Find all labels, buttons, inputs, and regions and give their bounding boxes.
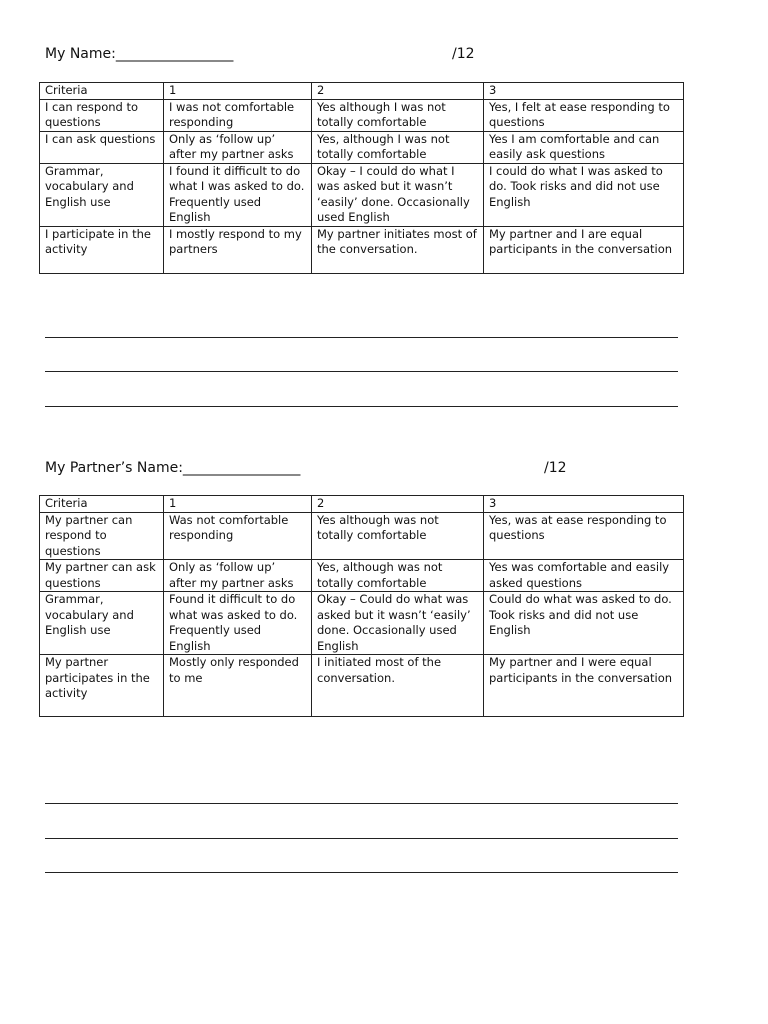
criteria-cell: I can ask questions — [40, 131, 164, 163]
table-row — [40, 226, 684, 273]
header-cell: 3 — [484, 496, 684, 513]
score-3-cell: Yes, I felt at ease responding to questions — [484, 99, 684, 131]
my-name-label: My Name: — [45, 46, 116, 62]
table-header-row — [40, 496, 684, 513]
table-header-row — [40, 83, 684, 100]
score-1-cell: Only as ‘follow up’ after my partner asks — [164, 560, 312, 592]
score-1-cell: Mostly only responded to me — [164, 655, 312, 717]
criteria-cell: My partner can respond to questions — [40, 512, 164, 560]
self-rubric-table — [39, 82, 684, 274]
score-2-cell: Yes although was not totally comfortable — [312, 512, 484, 560]
comment-line[interactable] — [45, 337, 678, 338]
header-cell: 1 — [164, 496, 312, 513]
score-1-cell: I was not comfortable responding — [164, 99, 312, 131]
score-3-cell: Yes was comfortable and easily asked questions — [484, 560, 684, 592]
score-2-cell: My partner initiates most of the conversation. — [312, 226, 484, 273]
score-1-cell: I found it difficult to do what I was asked to do. Frequently used English — [164, 163, 312, 226]
score-3-cell: Yes I am comfortable and can easily ask questions — [484, 131, 684, 163]
criteria-cell: My partner can ask questions — [40, 560, 164, 592]
comment-line[interactable] — [45, 803, 678, 804]
table-row — [40, 131, 684, 163]
criteria-cell: Grammar, vocabulary and English use — [40, 163, 164, 226]
header-cell: 1 — [164, 83, 312, 100]
score-2-cell: Yes, although I was not totally comfortable — [312, 131, 484, 163]
header-cell: Criteria — [40, 83, 164, 100]
my-name-heading — [45, 46, 233, 62]
comment-line[interactable] — [45, 406, 678, 407]
header-cell: 2 — [312, 496, 484, 513]
score-1-cell: Was not comfortable responding — [164, 512, 312, 560]
score-3-cell: I could do what I was asked to do. Took risks and did not use English — [484, 163, 684, 226]
header-cell: 2 — [312, 83, 484, 100]
score-2-cell: Yes although I was not totally comfortable — [312, 99, 484, 131]
table-row — [40, 512, 684, 560]
partner-score: /12 — [544, 460, 567, 476]
score-3-cell: Could do what was asked to do. Took risks and did not use English — [484, 592, 684, 655]
score-2-cell: Okay – Could do what was asked but it wasn’t ‘easily’ done. Occasionally used English — [312, 592, 484, 655]
score-1-cell: Found it difficult to do what was asked to do. Frequently used English — [164, 592, 312, 655]
partner-name-blank[interactable]: __________________ — [182, 460, 300, 476]
partner-rubric-table — [39, 495, 684, 717]
header-cell: Criteria — [40, 496, 164, 513]
header-cell: 3 — [484, 83, 684, 100]
comment-line[interactable] — [45, 838, 678, 839]
comment-line[interactable] — [45, 371, 678, 372]
partner-name-heading — [45, 460, 300, 476]
score-2-cell: I initiated most of the conversation. — [312, 655, 484, 717]
score-2-cell: Yes, although was not totally comfortable — [312, 560, 484, 592]
score-1-cell: Only as ‘follow up’ after my partner asks — [164, 131, 312, 163]
table-row — [40, 163, 684, 226]
criteria-cell: I participate in the activity — [40, 226, 164, 273]
table-row — [40, 99, 684, 131]
score-3-cell: Yes, was at ease responding to questions — [484, 512, 684, 560]
my-score: /12 — [452, 46, 475, 62]
criteria-cell: Grammar, vocabulary and English use — [40, 592, 164, 655]
table-row — [40, 655, 684, 717]
comment-line[interactable] — [45, 872, 678, 873]
score-3-cell: My partner and I were equal participants in the conversation — [484, 655, 684, 717]
partner-name-label: My Partner’s Name: — [45, 460, 183, 476]
score-2-cell: Okay – I could do what I was asked but it wasn’t ‘easily’ done. Occasionally used English — [312, 163, 484, 226]
criteria-cell: I can respond to questions — [40, 99, 164, 131]
criteria-cell: My partner participates in the activity — [40, 655, 164, 717]
table-row — [40, 592, 684, 655]
score-3-cell: My partner and I are equal participants in the conversation — [484, 226, 684, 273]
score-1-cell: I mostly respond to my partners — [164, 226, 312, 273]
my-name-blank[interactable]: __________________ — [115, 46, 233, 62]
table-row — [40, 560, 684, 592]
